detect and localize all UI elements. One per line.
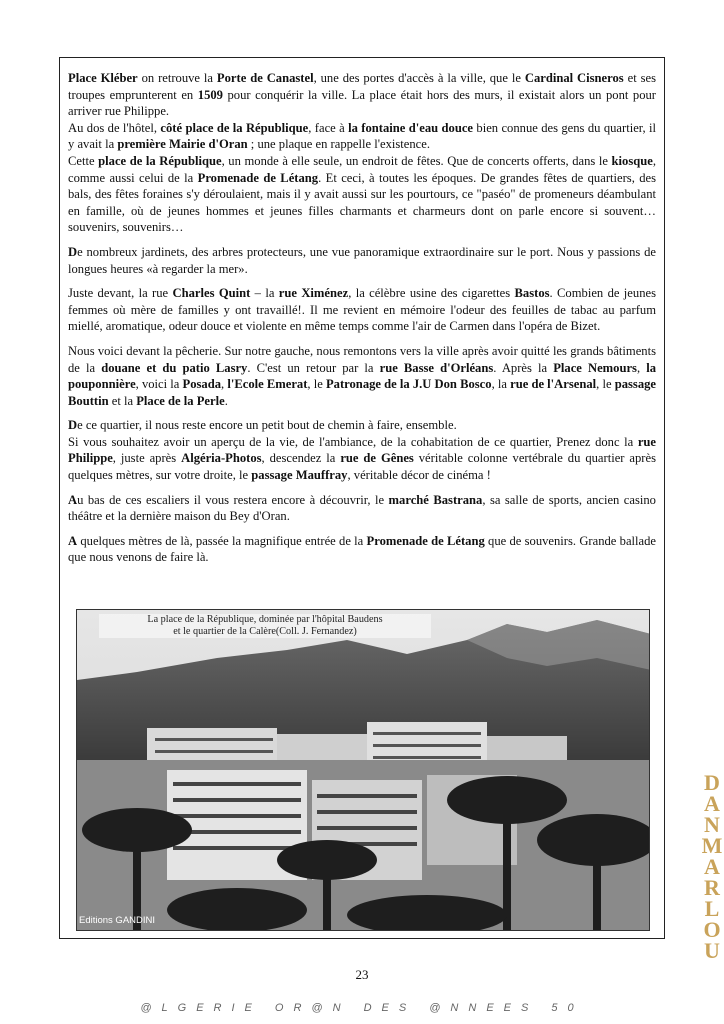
photo-caption-line-2: et le quartier de la Calère(Coll. J. Fernandez) [173, 626, 357, 637]
text-run: Si vous souhaitez avoir un aperçu de la vie, de l'ambiance, de la cohabitation de ce quartier, Prenez donc la [68, 434, 638, 449]
bold-run: la fontaine d'eau douce [348, 120, 474, 135]
text-run: . Après la [493, 360, 554, 375]
paragraph [68, 417, 656, 483]
text-run: , [636, 360, 647, 375]
bold-run: A [68, 492, 78, 507]
paragraph [68, 244, 656, 277]
paragraph [68, 492, 656, 525]
text-run: on retrouve la [137, 71, 217, 85]
article-text [68, 70, 656, 574]
bold-run: Bastos [514, 286, 550, 301]
bold-run: Promenade de Létang [366, 533, 485, 548]
text-run: ; une plaque en rappelle l'existence. [247, 137, 431, 152]
text-run: , un monde à elle seule, un endroit de fêtes. Que de concerts offerts, dans le [221, 153, 612, 168]
bold-run: Charles Quint [172, 286, 251, 301]
side-brand-letter: D [704, 770, 720, 795]
text-run: , la [491, 377, 511, 392]
text-run: quelques mètres de là, passée la magnifique entrée de la [77, 533, 367, 548]
text-run: . Et ceci, à toutes les époques. De grandes fêtes de quartiers, des bals, des fêtes foraines s'y déroulaient, mais il y avait aussi sur les pourtours, ce "paséo" de promeneurs déambulant en famille, où de jeunes hommes et jeunes filles charmants et charmeurs dont on parle encore si souvent…souvenirs, souvenirs… [68, 170, 657, 235]
text-run: Au dos de l'hôtel, [68, 120, 161, 135]
photo-caption [99, 614, 431, 638]
text-run: et ses troupes emprunterent en [68, 71, 656, 102]
bold-run: l'Ecole Emerat [227, 377, 308, 392]
side-brand-letter: A [704, 791, 720, 816]
bold-run: D [68, 418, 78, 433]
text-run: . C'est un retour par la [247, 360, 380, 375]
bold-run: côté place de la République [160, 120, 309, 135]
paragraph [68, 70, 656, 236]
side-brand-letter: N [704, 812, 720, 837]
text-run: , descendez la [261, 451, 341, 466]
text-run: Cette [68, 153, 99, 168]
side-brand-letter: M [701, 833, 723, 858]
text-run: , le [307, 377, 326, 392]
photo-illustration [77, 610, 650, 931]
side-brand-letter: R [704, 875, 720, 900]
text-run: , comme aussi celui de la [68, 153, 657, 185]
paragraph [68, 285, 656, 335]
bold-run: Place Kléber [68, 71, 138, 85]
side-brand-letter: O [703, 917, 721, 942]
page-footer: @LGERIE OR@N DES @NNEES 50 [140, 1002, 584, 1014]
text-run: Nous voici devant la pêcherie. Sur notre gauche, nous remontons vers la ville après avoir quitté les grands bâtiments de la [68, 343, 656, 375]
page-number: 23 [355, 967, 369, 982]
bold-run: passage Mauffray [251, 468, 348, 483]
bold-run: 1509 [197, 87, 223, 102]
text-run: , face à [308, 120, 349, 135]
text-run: , véritable décor de cinéma ! [347, 468, 491, 483]
bold-run: Place de la Perle [136, 393, 225, 408]
text-run: e ce quartier, il nous reste encore un petit bout de chemin à faire, ensemble. [77, 418, 457, 433]
bold-run: Cardinal Cisneros [524, 71, 624, 85]
photo-credit: Editions GANDINI [79, 915, 156, 926]
text-run: . [224, 393, 228, 408]
text-run: e nombreux jardinets, des arbres protecteurs, une vue panoramique extraordinaire sur le port. Nous y passions de longues heures «à regarder la mer». [68, 244, 656, 276]
bold-run: place de la République [98, 153, 222, 168]
bold-run: Porte de Canastel [216, 71, 314, 85]
text-run: , une des portes d'accès à la ville, que le [313, 71, 525, 85]
bold-run: A [68, 533, 78, 548]
side-brand [697, 772, 724, 961]
side-brand-letter: L [704, 896, 720, 921]
text-run: , voici la [135, 377, 183, 392]
bold-run: rue Basse d'Orléans [379, 360, 494, 375]
bold-run: rue de Gênes [340, 451, 414, 466]
text-run: – la [250, 286, 279, 301]
side-brand-letter: A [704, 854, 720, 879]
bold-run: rue Philippe [68, 434, 656, 466]
bold-run: Place Nemours [553, 360, 637, 375]
bold-run: Patronage de la J.U Don Bosco [325, 377, 492, 392]
text-run: , sa salle de sports, ancien casino théâtre et la dernière maison du Bey d'Oran. [68, 492, 656, 524]
text-run: bien connue des gens du quartier, il y avait la [68, 120, 656, 152]
bold-run: douane et du patio Lasry [101, 360, 248, 375]
bold-run: D [68, 244, 78, 259]
bold-run: marché Bastrana [388, 492, 483, 507]
text-run: . Combien de jeunes femmes où mère de familles y ont travaillé!. Il me revient en mémoire l'odeur des feuilles de tabac au parfum miellé, aromatique, odeur douce et violente en même temps comme l'air de Carmen dans l'opéra de Bizet. [68, 286, 656, 334]
text-run: , la célèbre usine des cigarettes [348, 286, 515, 301]
text-run: , juste après [112, 451, 182, 466]
text-run: , le [596, 377, 615, 392]
bold-run: première Mairie d'Oran [117, 137, 248, 152]
bold-run: Promenade de Létang [197, 170, 319, 185]
text-run: , [221, 377, 228, 392]
side-brand-letter: U [704, 938, 720, 963]
bold-run: kiosque [611, 153, 653, 168]
text-run: pour conquérir la ville. La place était hors des murs, il existait alors un pont pour arriver rue Philippe. [68, 87, 657, 119]
historic-photo [76, 609, 650, 931]
bold-run: rue Ximénez [278, 286, 349, 301]
bold-run: la pouponnière [68, 360, 656, 392]
bold-run: rue de l'Arsenal [510, 377, 597, 392]
text-run: véritable colonne vertébrale du quartier après quelques mètres, sur votre droite, le [68, 451, 656, 483]
text-run: que de souvenirs. Grande ballade que nous venons de faire là. [68, 533, 657, 565]
photo-caption-line-1: La place de la République, dominée par l'hôpital Baudens [147, 614, 383, 625]
paragraph [68, 343, 656, 409]
text-run: et la [108, 393, 137, 408]
text-run: u bas de ces escaliers il vous restera encore à découvrir, le [77, 492, 389, 507]
paragraph [68, 533, 656, 566]
bold-run: Algéria-Photos [181, 451, 262, 466]
bold-run: Posada [182, 377, 222, 392]
text-run: Juste devant, la rue [68, 286, 173, 301]
bold-run: passage Bouttin [68, 377, 657, 408]
